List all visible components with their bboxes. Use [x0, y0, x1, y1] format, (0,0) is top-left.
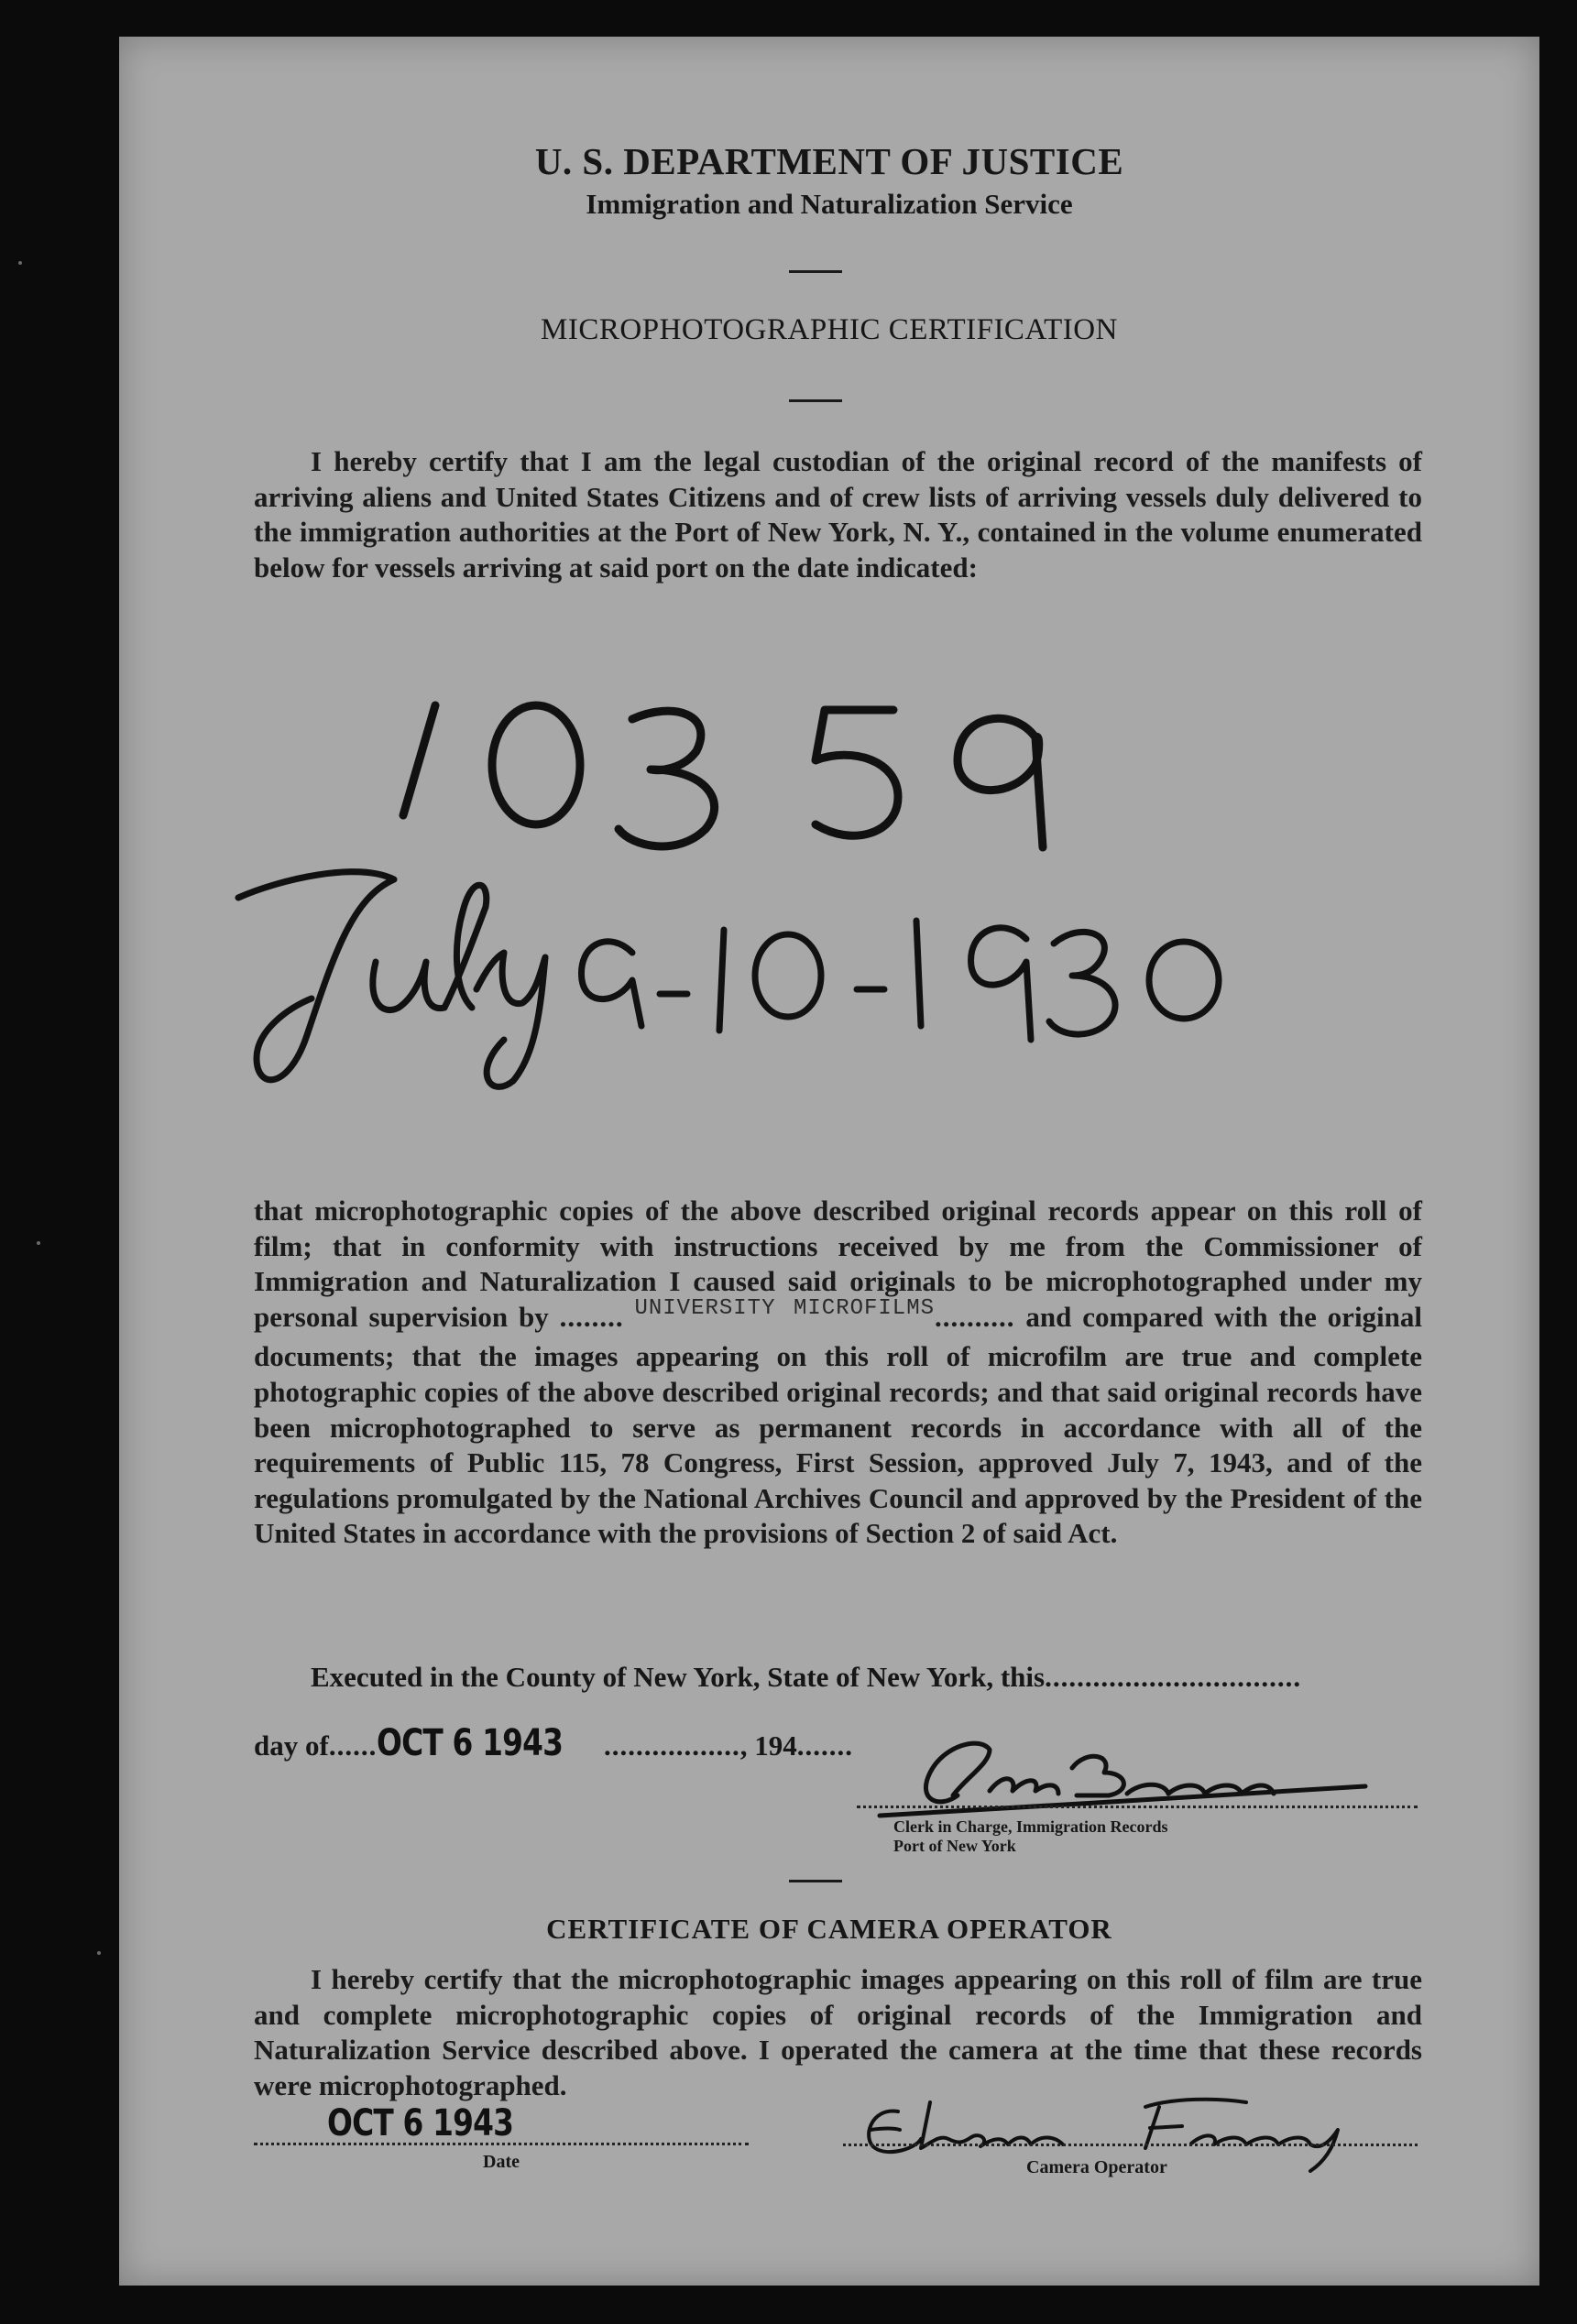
handwritten-volume-number [403, 705, 1043, 847]
handwritten-date-range [238, 872, 1219, 1087]
body-text-part2: and compared with the original documents; that the images appearing on this roll of microfilm are true and complete photographic copies of the above described original records; and that said original records have been microphotographed to serve as permanent records in accordance with all of the requirements of Public 115, 78 Congress, First Session, approved July 7, 1943, and of the regulations promulgated by the National Archives Council and approved by the President of the United States in accordance with the provisions of Section 2 of said Act. [254, 1300, 1423, 1550]
service-subheading: Immigration and Naturalization Service [586, 188, 1073, 220]
clerk-title: Clerk in Charge, Immigration Records [893, 1817, 1168, 1836]
executed-text: Executed in the County of New York, State of New York, this [311, 1661, 1046, 1693]
day-of-label: day of [254, 1729, 329, 1762]
executed-line [311, 1661, 1301, 1694]
date-dotted-trail: ................. [603, 1729, 740, 1762]
year-prefix: , 194 [739, 1729, 797, 1762]
camera-operator-label: Camera Operator [1026, 2157, 1167, 2177]
department-heading: U. S. DEPARTMENT OF JUSTICE [534, 140, 1124, 182]
date-dotted-lead: ...... [328, 1729, 378, 1762]
executed-dotted-blank: ................................ [1045, 1661, 1302, 1693]
body-text-part1: that microphotographic copies of the above described original records appear on this roll of film; that in conformity with instructions received by me from the Commissioner of Immigration and Naturalization I caused said originals to be microphotographed under my personal supervision by [254, 1195, 1422, 1333]
camera-operator-title: CERTIFICATE OF CAMERA OPERATOR [546, 1913, 1112, 1945]
film-speck [97, 1951, 101, 1955]
operator-date-line [254, 2102, 749, 2145]
film-speck [37, 1241, 40, 1245]
clerk-signature-line [857, 1806, 1418, 1808]
execution-date-stamp: OCT 6 1943 [377, 1722, 564, 1764]
date-label: Date [483, 2152, 520, 2172]
certificate-title: MICROPHOTOGRAPHIC CERTIFICATION [541, 313, 1118, 346]
vendor-dotted-trail: .......... [935, 1300, 1015, 1333]
operator-date-stamp: OCT 6 1943 [327, 2102, 514, 2144]
vendor-dotted-lead: ........ [559, 1300, 624, 1333]
day-of-line [254, 1722, 853, 1764]
clerk-caption [893, 1817, 1167, 1856]
operator-date-field [254, 2102, 749, 2172]
intro-paragraph: I hereby certify that I am the legal custodian of the original record of the manifests of arriving aliens and United States Citizens and of crew lists of arriving vessels duly delivered to the immigration authorities at the Port of New York, N. Y., contained in the volume enumerated below for vessels arriving at said port on the date indicated: [254, 445, 1422, 584]
year-dotted-blank: ....... [796, 1729, 853, 1762]
camera-operator-signature-line [843, 2144, 1418, 2146]
clerk-port: Port of New York [893, 1837, 1016, 1855]
divider-rule [789, 1880, 842, 1882]
vendor-stamp: UNIVERSITY MICROFILMS [634, 1295, 936, 1321]
certification-document [119, 37, 1539, 2286]
camera-operator-paragraph: I hereby certify that the microphotographic images appearing on this roll of film are true and complete microphotographic copies of original records of the Immigration and Naturalization Service described above. I operated the camera at the time that these records were microphotographed. [254, 1963, 1422, 2101]
handwritten-volume-and-date [119, 37, 1539, 1182]
film-speck [18, 261, 22, 265]
certification-body [254, 1194, 1422, 1552]
